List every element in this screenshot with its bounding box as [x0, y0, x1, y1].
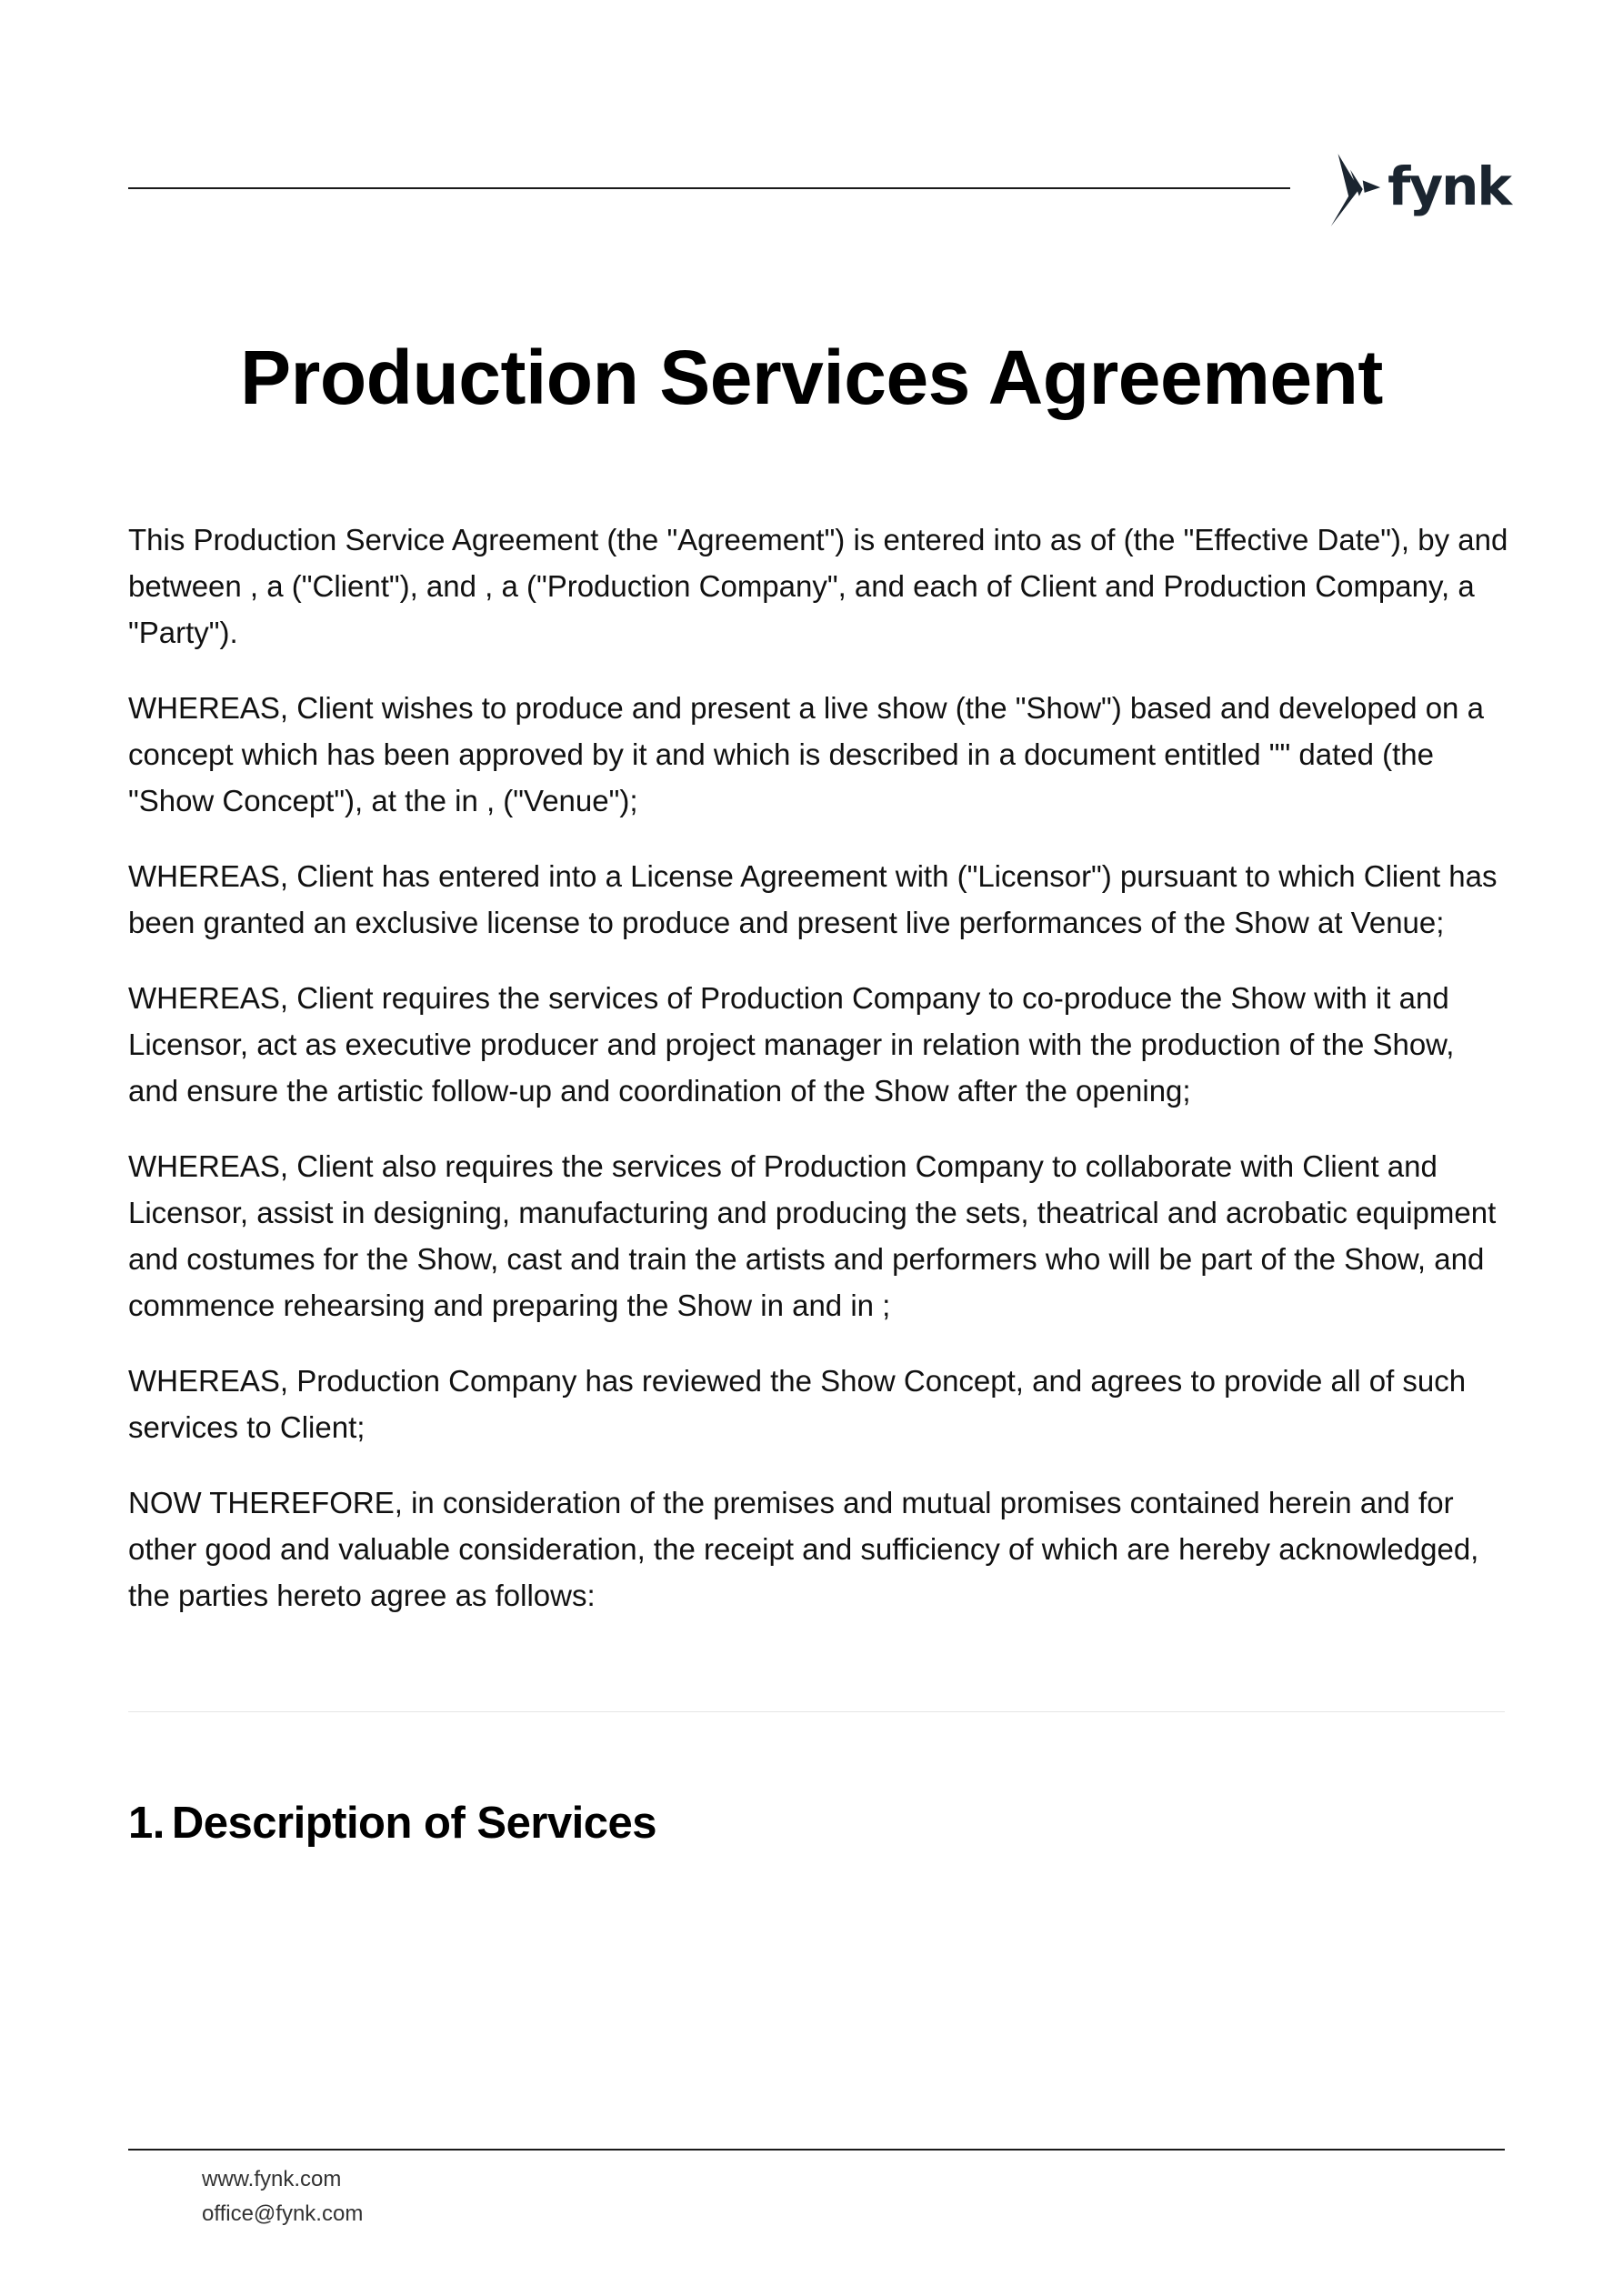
email-link[interactable]: office@fynk.com [202, 2201, 364, 2226]
footer-rule [128, 2149, 1505, 2151]
recital-paragraph: WHEREAS, Client has entered into a License Agreement with ("Licensor") pursuant to which Client has been granted an exclusive license to produce and present live performances of the Show at Venue; [128, 859, 1498, 939]
bird-logo-icon [1324, 151, 1382, 229]
section-heading [128, 1793, 656, 1853]
logo-wordmark: fynk [1388, 155, 1510, 217]
page-title: Production Services Agreement [240, 335, 1383, 420]
recital-paragraph: WHEREAS, Client wishes to produce and present a live show (the "Show") based and developed on a concept which has been approved by it and which is described in a document entitled "" dated (the "Show Concept"), at the in , ("Venue"); [128, 691, 1484, 817]
recital-paragraph: WHEREAS, Client requires the services of Production Company to co-produce the Show with it and Licensor, act as executive producer and project manager in relation with the production of the Show, and ensure the artistic follow-up and coordination of the Show after the opening; [128, 981, 1455, 1108]
preamble-paragraph: This Production Service Agreement (the "Agreement") is entered into as of (the "Effective Date"), by and between , a ("Client"), and , a ("Production Company", and each of Client and Production Company, a "Party"). [128, 523, 1508, 649]
header-rule [128, 187, 1290, 189]
agreement-body [128, 516, 1510, 1648]
section-number: 1. [128, 1799, 165, 1848]
section-title: Description of Services [171, 1799, 657, 1848]
website-link[interactable]: www.fynk.com [202, 2167, 342, 2191]
consideration-paragraph: NOW THEREFORE, in consideration of the premises and mutual promises contained herein and for other good and valuable consideration, the receipt and sufficiency of which are hereby acknowledged, the parties hereto agree as follows: [128, 1486, 1479, 1612]
recital-paragraph: WHEREAS, Client also requires the services of Production Company to collaborate with Client and Licensor, assist in designing, manufacturing and producing the sets, theatrical and acrobatic equipment and costumes for the Show, cast and train the artists and performers who will be part of the Show, and commence rehearsing and preparing the Show in and in ; [128, 1149, 1497, 1322]
section-divider [128, 1711, 1505, 1712]
recital-paragraph: WHEREAS, Production Company has reviewed the Show Concept, and agrees to provide all of such services to Client; [128, 1364, 1467, 1444]
fynk-logo [1324, 151, 1510, 229]
footer-contact [202, 2162, 363, 2231]
